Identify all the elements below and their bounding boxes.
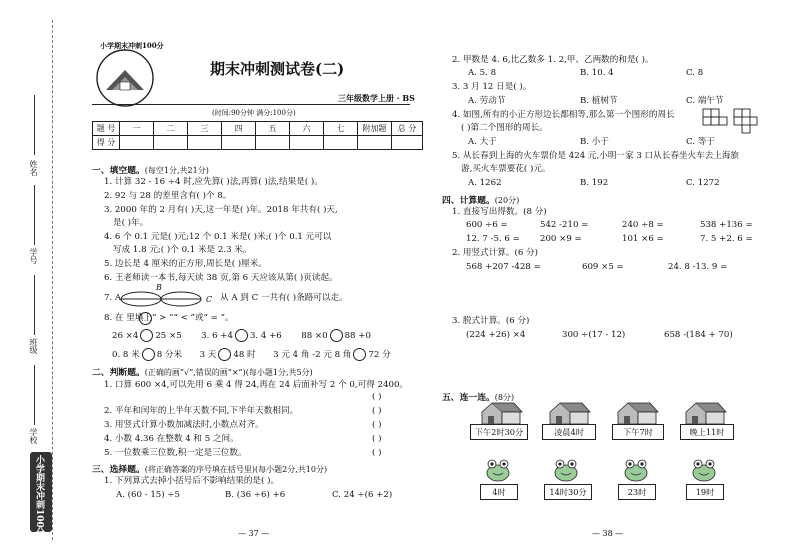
question-3-line-2: 是( )年。 bbox=[113, 218, 149, 228]
time-box-bottom[interactable]: 23时 bbox=[618, 484, 656, 500]
choice-4-option-c[interactable]: C. 等于 bbox=[686, 137, 715, 147]
score-input-cell[interactable] bbox=[120, 136, 154, 150]
choice-2-option-b[interactable]: B. 10. 4 bbox=[580, 68, 614, 78]
choice-1-option-c[interactable]: C. 24 ÷(6 +2) bbox=[332, 490, 393, 500]
score-cell: 题 号 bbox=[93, 122, 120, 136]
choice-1: 1. 下列算式去掉小括号后不影响结果的是( )。 bbox=[104, 476, 280, 486]
compare-left: 88 ×0 bbox=[301, 331, 328, 341]
calc-item: 538 +136 = bbox=[700, 220, 753, 230]
score-table-header-row bbox=[93, 122, 423, 136]
score-cell: 二 bbox=[154, 122, 188, 136]
judge-answer-5[interactable]: ( ) bbox=[372, 448, 382, 458]
choice-2-option-a[interactable]: A. 5. 8 bbox=[468, 68, 497, 78]
compare-circle-example bbox=[139, 312, 152, 325]
choice-4-figures bbox=[702, 108, 758, 134]
judge-answer-3[interactable]: ( ) bbox=[372, 420, 382, 430]
calc-item: 7. 5 +2. 6 = bbox=[700, 234, 753, 244]
choice-4-option-b[interactable]: B. 小于 bbox=[580, 137, 609, 147]
side-brand-text: 小学期末冲刺100分 bbox=[34, 455, 44, 537]
question-4-line-1: 4. 6 个 0.1 元是( )元;12 个 0.1 米是( )米;( )个 0.1 元可以 bbox=[104, 232, 332, 242]
compare-right: 25 ×5 bbox=[155, 331, 182, 341]
score-input-cell[interactable] bbox=[290, 136, 324, 150]
score-table bbox=[92, 121, 423, 150]
choice-4-line-1: 4. 如图,所有的小正方形边长都相等,那么第一个图形的周长 bbox=[452, 110, 675, 120]
time-box-bottom[interactable]: 19时 bbox=[686, 484, 724, 500]
compare-circle[interactable] bbox=[235, 329, 248, 342]
choice-2-option-c[interactable]: C. 8 bbox=[686, 68, 704, 78]
compare-right: 8 分米 bbox=[156, 350, 183, 360]
compare-right: 88 +0 bbox=[344, 331, 371, 341]
score-cell: 附加题 bbox=[358, 122, 392, 136]
score-row-label: 得 分 bbox=[93, 136, 120, 150]
house-icon bbox=[614, 400, 660, 426]
compare-circle[interactable] bbox=[353, 348, 366, 361]
question-7-label-a: 7. A bbox=[104, 293, 122, 303]
compare-left: 3 天 bbox=[199, 350, 217, 360]
section-calculation bbox=[442, 193, 519, 206]
calc-item: 101 ×6 = bbox=[622, 234, 664, 244]
compare-left: 0. 8 米 bbox=[112, 350, 140, 360]
page-title: 期末冲刺测试卷(二) bbox=[210, 60, 345, 78]
score-input-cell[interactable] bbox=[222, 136, 256, 150]
judge-5: 5. 一位数乘三位数,积一定是三位数。 bbox=[104, 448, 247, 458]
section-note: (20分) bbox=[494, 196, 520, 205]
stepwise-calc-item: 658 -(184 + 70) bbox=[664, 330, 733, 340]
time-box-top[interactable]: 下午7时 bbox=[612, 424, 664, 440]
page-number-right: — 38 — bbox=[592, 529, 624, 538]
choice-5-option-a[interactable]: A. 1262 bbox=[468, 178, 502, 188]
class-underline bbox=[34, 275, 35, 335]
choice-5-line-1: 5. 从长春到上海的火车票价是 424 元,小明一家 3 口从长春坐火车去上海旅 bbox=[452, 151, 740, 161]
score-cell: 七 bbox=[324, 122, 358, 136]
name-underline bbox=[34, 95, 35, 155]
compare-left: 3. 6 +4 bbox=[201, 331, 233, 341]
vertical-calc-item: 609 ×5 = bbox=[582, 262, 624, 272]
id-underline bbox=[34, 185, 35, 245]
id-label: 学号 bbox=[29, 248, 38, 264]
question-8: 8. 在 里填上“ > ”“ < ”或“ = ”。 bbox=[104, 313, 234, 323]
house-icon bbox=[478, 400, 524, 426]
compare-left: 26 ×4 bbox=[112, 331, 139, 341]
stepwise-calc-item: 300 ÷(17 - 12) bbox=[562, 330, 626, 340]
class-label: 班级 bbox=[29, 338, 38, 354]
time-box-top[interactable]: 晚上11时 bbox=[680, 424, 734, 440]
score-table-score-row bbox=[93, 136, 423, 150]
binding-dashed-line bbox=[52, 20, 53, 540]
choice-3-option-a[interactable]: A. 劳动节 bbox=[468, 96, 506, 106]
question-7-label-b: B bbox=[156, 283, 162, 292]
compare-circle[interactable] bbox=[142, 348, 155, 361]
time-box-bottom[interactable]: 14时30分 bbox=[544, 484, 592, 500]
judge-answer-1[interactable]: ( ) bbox=[372, 392, 382, 402]
frog-icon bbox=[622, 458, 650, 482]
judge-4: 4. 小数 4.36 在整数 4 和 5 之间。 bbox=[104, 434, 239, 444]
school-label: 学校 bbox=[29, 428, 38, 444]
choice-5-option-c[interactable]: C. 1272 bbox=[686, 178, 720, 188]
name-label: 姓名 bbox=[29, 160, 38, 176]
judge-answer-2[interactable]: ( ) bbox=[372, 406, 382, 416]
section-title: 三、选择题。 bbox=[92, 465, 145, 475]
time-box-top[interactable]: 凌晨4时 bbox=[542, 424, 596, 440]
judge-3: 3. 用竖式计算小数加减法时,小数点对齐。 bbox=[104, 420, 264, 430]
score-cell: 四 bbox=[222, 122, 256, 136]
choice-3-option-c[interactable]: C. 端午节 bbox=[686, 96, 724, 106]
compare-right: 72 分 bbox=[368, 350, 391, 360]
judge-answer-4[interactable]: ( ) bbox=[372, 434, 382, 444]
question-4-line-2: 写成 1.8 元;( )个 0.1 米是 2.3 米。 bbox=[113, 245, 252, 255]
score-cell: 三 bbox=[188, 122, 222, 136]
section-note: (8分) bbox=[494, 393, 515, 402]
question-1: 1. 计算 32 - 16 ÷4 时,应先算( )法,再算( )法,结果是( )。 bbox=[104, 177, 323, 187]
page-number-left: — 37 — bbox=[238, 529, 270, 538]
vertical-calc-item: 568 +207 -428 = bbox=[466, 262, 541, 272]
choice-3: 3. 3 月 12 日是( )。 bbox=[452, 82, 532, 92]
house-icon bbox=[682, 400, 728, 426]
score-cell: 五 bbox=[256, 122, 290, 136]
section-note: (每空1分,共21分) bbox=[144, 166, 209, 175]
calc-3-title: 3. 脱式计算。(6 分) bbox=[452, 316, 530, 326]
score-input-cell[interactable] bbox=[358, 136, 392, 150]
score-cell: 一 bbox=[120, 122, 154, 136]
time-box-bottom[interactable]: 4时 bbox=[480, 484, 518, 500]
header-rule bbox=[92, 104, 410, 105]
choice-2: 2. 甲数是 4. 6,比乙数多 1. 2,甲、乙两数的和是( )。 bbox=[452, 55, 654, 65]
time-box-top[interactable]: 下午2时30分 bbox=[470, 424, 528, 440]
frog-icon bbox=[690, 458, 718, 482]
question-5: 5. 边长是 4 厘米的正方形,周长是( )厘米。 bbox=[104, 259, 267, 269]
compare-circle[interactable] bbox=[330, 329, 343, 342]
calc-item: 600 ÷6 = bbox=[466, 220, 508, 230]
question-8-row-2 bbox=[112, 348, 391, 361]
calc-item: 200 ×9 = bbox=[540, 234, 582, 244]
house-icon bbox=[546, 400, 592, 426]
score-input-cell[interactable] bbox=[392, 136, 423, 150]
frog-icon bbox=[552, 458, 580, 482]
score-input-cell[interactable] bbox=[256, 136, 290, 150]
section-fill-blank bbox=[92, 163, 209, 176]
question-7-label-c: C bbox=[206, 295, 213, 304]
section-title: 五、连一连。 bbox=[442, 393, 495, 403]
vertical-calc-item: 24. 8 -13. 9 = bbox=[668, 262, 728, 272]
score-input-cell[interactable] bbox=[154, 136, 188, 150]
score-cell: 总 分 bbox=[392, 122, 423, 136]
section-title: 二、判断题。 bbox=[92, 368, 145, 378]
section-title: 一、填空题。 bbox=[92, 166, 145, 176]
choice-4-line-2: ( )第二个图形的周长。 bbox=[461, 123, 548, 133]
calc-2-title: 2. 用竖式计算。(6 分) bbox=[452, 248, 538, 258]
grade-subtitle: 三年级数学上册 · BS bbox=[338, 93, 415, 103]
calc-item: 12. 7 -5. 6 = bbox=[466, 234, 520, 244]
calc-item: 542 -210 = bbox=[540, 220, 589, 230]
compare-left: 3 元 4 角 -2 元 8 角 bbox=[273, 350, 352, 360]
choice-3-option-b[interactable]: B. 植树节 bbox=[580, 96, 618, 106]
school-underline bbox=[34, 365, 35, 425]
compare-right: 48 时 bbox=[233, 350, 256, 360]
question-6: 6. 王老师读一本书,每天读 38 页,第 6 天应该从第( )页读起。 bbox=[104, 273, 338, 283]
section-note: (正确的画“√”,错误的画“×”)(每小题1分,共5分) bbox=[144, 368, 313, 377]
time-info: (时间:90分钟 满分:100分) bbox=[212, 109, 296, 117]
choice-1-option-a[interactable]: A. (60 - 15) ÷5 bbox=[116, 490, 181, 500]
section-true-false bbox=[92, 365, 313, 378]
question-3-line-1: 3. 2000 年的 2 月有( )天,这一年是( )年。2018 年共有( )天, bbox=[104, 205, 338, 215]
score-input-cell[interactable] bbox=[324, 136, 358, 150]
section-title: 四、计算题。 bbox=[442, 196, 495, 206]
judge-2: 2. 平年和闰年的上半年天数不同,下半年天数相同。 bbox=[104, 406, 299, 416]
question-7-text: 从 A 到 C 一共有( )条路可以走。 bbox=[220, 293, 348, 303]
compare-right: 3. 4 +6 bbox=[249, 331, 282, 341]
calc-1-title: 1. 直接写出得数。(8 分) bbox=[452, 207, 547, 217]
question-8-row-1 bbox=[112, 329, 371, 342]
stepwise-calc-item: (224 +26) ×4 bbox=[466, 330, 526, 340]
judge-1: 1. 口算 600 ×4,可以先用 6 乘 4 得 24,再在 24 后面补写 2 个 0,可得 2400。 bbox=[104, 380, 409, 390]
choice-5-option-b[interactable]: B. 192 bbox=[580, 178, 609, 188]
question-2: 2. 92 与 28 的差里含有( )个 8。 bbox=[104, 191, 232, 201]
choice-1-option-b[interactable]: B. (36 ÷6) +6 bbox=[225, 490, 286, 500]
logo-text: 小学期末冲刺100分 bbox=[100, 41, 164, 50]
compare-circle[interactable] bbox=[140, 329, 153, 342]
calc-item: 240 ÷8 = bbox=[622, 220, 664, 230]
frog-icon bbox=[484, 458, 512, 482]
section-note: (将正确答案的序号填在括号里)(每小题2分,共10分) bbox=[144, 465, 328, 474]
compare-circle[interactable] bbox=[218, 348, 231, 361]
choice-5-line-2: 游,买火车票要花( )元。 bbox=[461, 164, 551, 174]
score-cell: 六 bbox=[290, 122, 324, 136]
choice-4-option-a[interactable]: A. 大于 bbox=[468, 137, 497, 147]
section-choice bbox=[92, 462, 327, 475]
score-input-cell[interactable] bbox=[188, 136, 222, 150]
